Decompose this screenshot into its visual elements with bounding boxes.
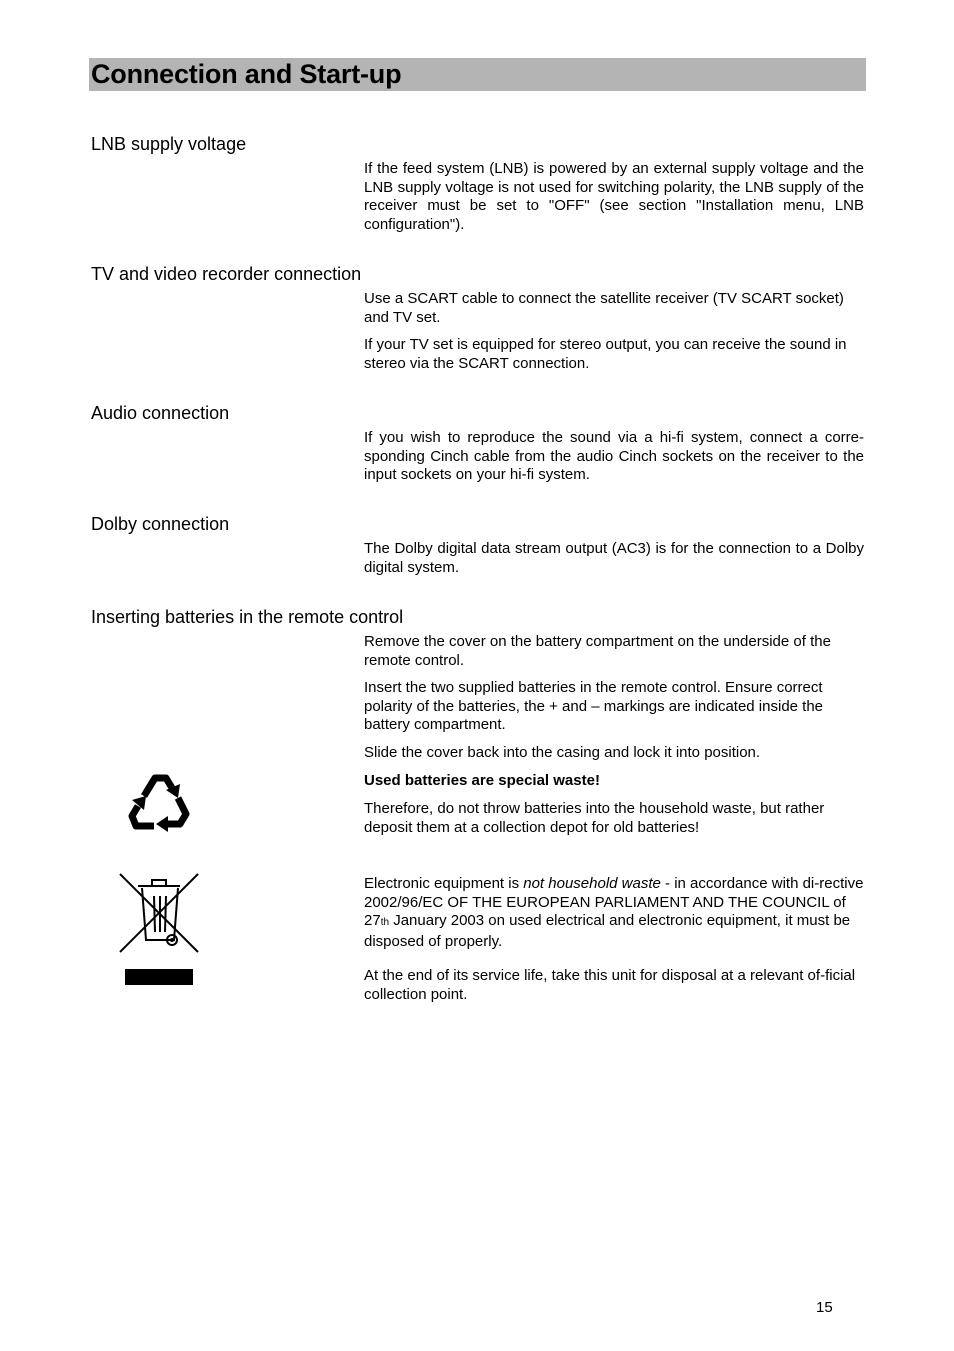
dolby-paragraph: The Dolby digital data stream output (AC3) is for the connection to a Dolby digital system. [364,540,864,576]
weee-text-italic: not household waste [523,875,661,892]
weee-paragraph-2: At the end of its service life, take this unit for disposal at a relevant of-ficial collection point. [364,967,856,1003]
batteries-warning: Used batteries are special waste! [364,772,600,789]
page-title-bar [89,58,866,91]
recycle-icon [128,772,192,834]
batteries-paragraph-2: Insert the two supplied batteries in the remote control. Ensure correct polarity of the batteries, the + and – markings are indicated inside the battery compartment. [364,679,824,734]
batteries-paragraph-1: Remove the cover on the battery compartment on the underside of the remote control. [364,633,831,669]
dolby-heading: Dolby connection [91,514,230,534]
weee-text-b: - in accordance with di-rective 2002/96/EC OF THE EUROPEAN PARLIAMENT AND THE COUNCIL of 27 [364,875,864,930]
lnb-heading: LNB supply voltage [91,134,247,154]
weee-text-a: Electronic equipment is [364,875,524,892]
crossed-out-bin-icon [118,872,202,988]
page-title: Connection and Start-up [91,59,402,89]
batteries-heading: Inserting batteries in the remote control [91,607,404,627]
tv-paragraph-2: If your TV set is equipped for stereo output, you can receive the sound in stereo via the SCART connection. [364,336,847,372]
tv-heading: TV and video recorder connection [91,264,362,284]
batteries-paragraph-4: Therefore, do not throw batteries into the household waste, but rather deposit them at a collection depot for old batteries! [364,800,825,836]
audio-heading: Audio connection [91,403,230,423]
batteries-paragraph-3: Slide the cover back into the casing and lock it into position. [364,744,761,761]
audio-paragraph: If you wish to reproduce the sound via a hi-fi system, connect a corre-sponding Cinch cable from the audio Cinch sockets on the receiver to the input sockets on your hi-fi system. [364,429,864,484]
weee-text-sup: th [380,917,390,929]
weee-paragraph-1 [364,875,864,951]
page-number: 15 [816,1299,833,1316]
weee-text-c: January 2003 on used electrical and electronic equipment, it must be disposed of properly. [364,912,851,950]
tv-paragraph-1: Use a SCART cable to connect the satellite receiver (TV SCART socket) and TV set. [364,290,844,326]
lnb-paragraph: If the feed system (LNB) is powered by an external supply voltage and the LNB supply voltage is not used for switching polarity, the LNB supply of the receiver must be set to "OFF" (see section "Installation menu, LNB configuration"). [364,160,864,233]
